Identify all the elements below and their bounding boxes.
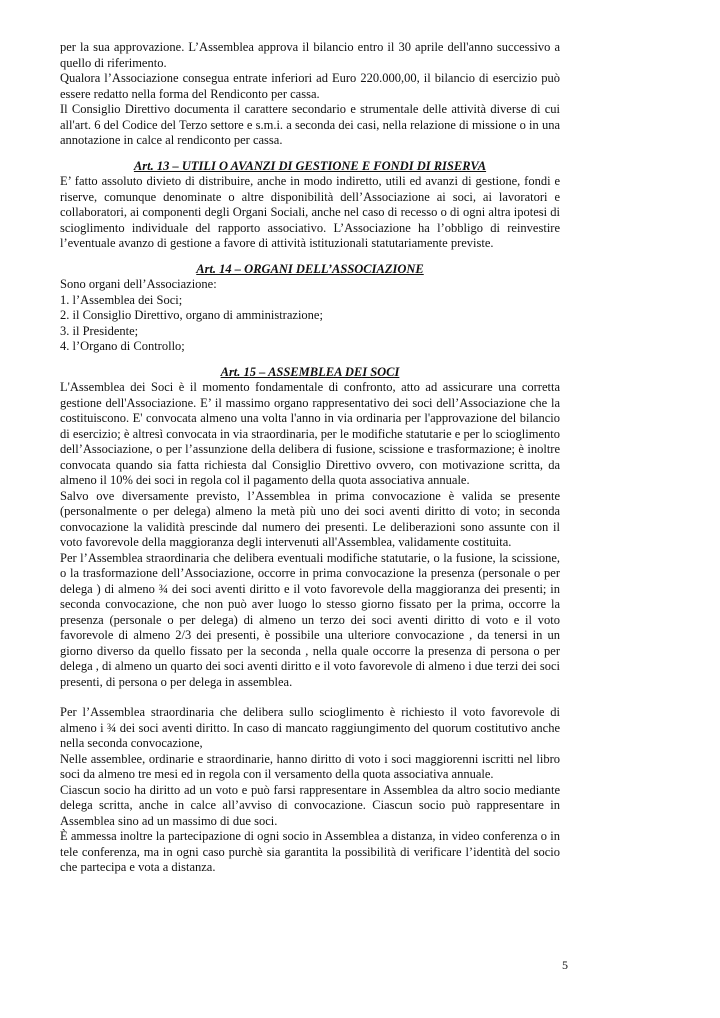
paragraph: Il Consiglio Direttivo documenta il carattere secondario e strumentale delle attività diverse di cui all'art. 6 del Codice del Terzo settore e s.m.i. a seconda dei casi, nella relazione di missione o in una annotazione in calce al rendiconto per cassa. bbox=[60, 102, 560, 147]
paragraph: Per l’Assemblea straordinaria che delibera eventuali modifiche statutarie, o la fusione, la scissione, o la trasformazione dell’Associazione, occorre in prima convocazione la presenza (personale o per delega ) di almeno ¾ dei soci aventi diritto e il voto favorevole della maggioranza dei presenti; in seconda convocazione, che non può aver luogo lo stesso giorno fissato per la prima, occorre la presenza (personale o per delega) di almeno un terzo dei soci aventi diritto di voto e il voto favorevole di almeno 2/3 dei presenti, è possibile una ulteriore convocazione , da tenersi in un giorno diverso da quello fissato per la seconda , nella quale occorre la presenza di persona o per delega , di almeno un quarto dei soci aventi diritto e il voto favorevole di almeno i due terzi dei soci presenti, di persona o per delega in assemblea. bbox=[60, 550, 560, 689]
paragraph: Nelle assemblee, ordinarie e straordinarie, hanno diritto di voto i soci maggiorenni iscritti nel libro soci da almeno tre mesi ed in regola con il versamento della quota associativa annuale. bbox=[60, 751, 560, 781]
list-item: 3. il Presidente; bbox=[60, 323, 139, 338]
paragraph: Per l’Assemblea straordinaria che delibera sullo scioglimento è richiesto il voto favorevole di almeno i ¾ dei soci aventi diritto. In caso di mancato raggiungimento del quorum costitutivo anche nella seconda convocazione, bbox=[60, 705, 560, 750]
article-14-heading: Art. 14 – ORGANI DELL’ASSOCIAZIONE bbox=[196, 261, 424, 276]
page-content bbox=[60, 40, 560, 876]
paragraph: per la sua approvazione. L’Assemblea approva il bilancio entro il 30 aprile dell'anno successivo a quello di riferimento. bbox=[60, 40, 560, 70]
paragraph: Salvo ove diversamente previsto, l’Assemblea in prima convocazione è valida se presente (personalmente o per delega) almeno la metà più uno dei soci aventi diritto di voto; in seconda convocazione la validità prescinde dal numero dei presenti. Le deliberazioni sono assunte con il voto favorevole della maggioranza degli intervenuti all'Assemblea, validamente costituita. bbox=[60, 488, 560, 549]
paragraph: È ammessa inoltre la partecipazione di ogni socio in Assemblea a distanza, in video conferenza o in tele conferenza, ma in ogni caso purchè sia garantita la possibilità di verificare l’identità del socio che partecipa e vota a distanza. bbox=[60, 829, 560, 874]
list-item: 4. l’Organo di Controllo; bbox=[60, 339, 185, 353]
paragraph: Sono organi dell’Associazione: bbox=[60, 277, 217, 291]
paragraph: Qualora l’Associazione consegua entrate inferiori ad Euro 220.000,00, il bilancio di esercizio può essere redatto nella forma del Rendiconto per cassa. bbox=[60, 71, 560, 101]
paragraph: L'Assemblea dei Soci è il momento fondamentale di confronto, atto ad assicurare una corretta gestione dell'Associazione. E’ il massimo organo rappresentativo dei soci dell’Associazione che la costituiscono. E' convocata almeno una volta l'anno in via ordinaria per l'approvazione del bilancio di esercizio; è altresì convocata in via straordinaria, per le modifiche statutarie e per lo scioglimento dell’Associazione, o per l’assunzione della delibera di fusione, scissione e trasformazione; è inoltre convocata quando sia fatta richiesta dal Consiglio Direttivo ovvero, con motivazione scritta, da almeno il 10% dei soci in regola col il pagamento della quota associativa annuale. bbox=[60, 380, 560, 487]
article-13-heading: Art. 13 – UTILI O AVANZI DI GESTIONE E FONDI DI RISERVA bbox=[133, 158, 487, 173]
article-15-heading: Art. 15 – ASSEMBLEA DEI SOCI bbox=[220, 364, 400, 379]
list-item: 1. l’Assemblea dei Soci; bbox=[60, 292, 183, 307]
paragraph: Ciascun socio ha diritto ad un voto e può farsi rappresentare in Assemblea da altro socio mediante delega scritta, anche in calce all’avviso di convocazione. Ciascun socio può rappresentare in Assemblea sino ad un massimo di due soci. bbox=[60, 782, 560, 828]
paragraph: E’ fatto assoluto divieto di distribuire, anche in modo indiretto, utili ed avanzi di gestione, fondi e riserve, comunque denominate o altre disponibilità dell’Associazione ai soci, ai lavoratori e collaboratori, ai componenti degli Organi Sociali, anche nel caso di recesso o di ogni altra ipotesi di scioglimento individuale del rapporto associativo. L’Associazione ha l’obbligo di reinvestire l’eventuale avanzo di gestione a favore di attività istituzionali statutariamente previste. bbox=[60, 174, 560, 250]
page-number: 5 bbox=[562, 958, 568, 972]
list-item: 2. il Consiglio Direttivo, organo di amministrazione; bbox=[60, 308, 323, 322]
